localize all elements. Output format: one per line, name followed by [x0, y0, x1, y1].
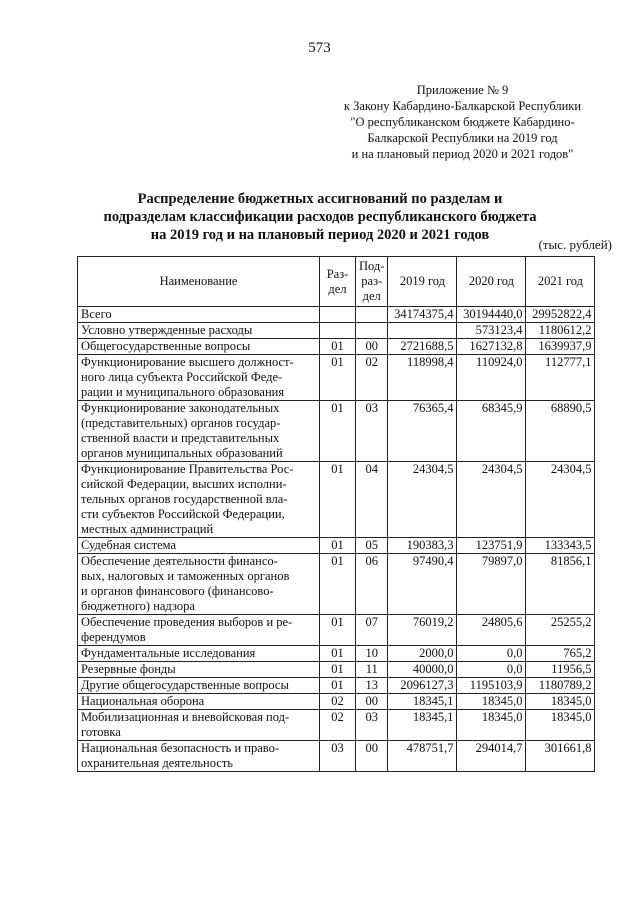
row-subsection — [356, 307, 388, 323]
row-subsection: 04 — [356, 462, 388, 538]
row-value-2020: 24805,6 — [457, 615, 526, 646]
header-section — [320, 257, 356, 307]
row-section — [320, 307, 356, 323]
header-section-line: дел — [328, 281, 347, 296]
table-header-row — [78, 257, 595, 307]
row-value-2019: 76365,4 — [388, 401, 457, 462]
row-value-2019: 118998,4 — [388, 355, 457, 401]
budget-table — [77, 256, 595, 772]
row-name — [78, 339, 320, 355]
row-section: 01 — [320, 355, 356, 401]
row-name — [78, 307, 320, 323]
row-value-2020: 294014,7 — [457, 741, 526, 772]
row-section: 01 — [320, 678, 356, 694]
row-value-2019: 18345,1 — [388, 694, 457, 710]
row-value-2021: 765,2 — [526, 646, 595, 662]
row-name-line: охранительная деятельность — [81, 756, 233, 770]
row-name-line: тельных органов государственной вла- — [81, 492, 288, 506]
row-value-2021: 68890,5 — [526, 401, 595, 462]
appendix-note — [330, 82, 595, 162]
row-subsection: 06 — [356, 554, 388, 615]
row-value-2020: 79897,0 — [457, 554, 526, 615]
row-subsection: 02 — [356, 355, 388, 401]
appendix-line: Приложение № 9 — [416, 83, 509, 97]
row-name-line: Всего — [81, 307, 112, 321]
row-value-2019: 2721688,5 — [388, 339, 457, 355]
row-value-2020: 110924,0 — [457, 355, 526, 401]
row-value-2019 — [388, 323, 457, 339]
row-name-line: Национальная безопасность и право- — [81, 741, 280, 755]
row-name-line: вых, налоговых и таможенных органов — [81, 569, 290, 583]
table-row — [78, 662, 595, 678]
row-value-2020: 1627132,8 — [457, 339, 526, 355]
row-name-line: Функционирование законодательных — [81, 401, 280, 415]
row-value-2020: 123751,9 — [457, 538, 526, 554]
table-row — [78, 307, 595, 323]
row-value-2020: 18345,0 — [457, 694, 526, 710]
row-name — [78, 694, 320, 710]
row-name — [78, 323, 320, 339]
row-name-line: Условно утвержденные расходы — [81, 323, 253, 337]
table-row — [78, 615, 595, 646]
table-row — [78, 741, 595, 772]
row-value-2020: 30194440,0 — [457, 307, 526, 323]
row-value-2020: 573123,4 — [457, 323, 526, 339]
row-value-2019: 2096127,3 — [388, 678, 457, 694]
row-value-2019: 18345,1 — [388, 710, 457, 741]
row-value-2021: 29952822,4 — [526, 307, 595, 323]
table-row — [78, 355, 595, 401]
header-subsection — [356, 257, 388, 307]
row-name-line: органов муниципальных образований — [81, 446, 283, 460]
header-2020: 2020 год — [457, 257, 526, 307]
table-row — [78, 462, 595, 538]
row-value-2021: 133343,5 — [526, 538, 595, 554]
table-row — [78, 554, 595, 615]
units-label: (тыс. рублей) — [538, 237, 612, 252]
row-name — [78, 662, 320, 678]
row-name-line: Фундаментальные исследования — [81, 646, 256, 660]
row-name-line: ферендумов — [81, 630, 146, 644]
row-name — [78, 710, 320, 741]
row-subsection: 00 — [356, 339, 388, 355]
row-section: 01 — [320, 646, 356, 662]
row-section: 03 — [320, 741, 356, 772]
row-name — [78, 615, 320, 646]
table-row — [78, 323, 595, 339]
table-row — [78, 694, 595, 710]
header-subsection-line: Под- — [359, 259, 385, 273]
row-value-2021: 11956,5 — [526, 662, 595, 678]
row-name — [78, 646, 320, 662]
appendix-line: и на плановый период 2020 и 2021 годов" — [351, 147, 574, 161]
row-value-2021: 18345,0 — [526, 710, 595, 741]
header-2021: 2021 год — [526, 257, 595, 307]
row-value-2019: 97490,4 — [388, 554, 457, 615]
row-name-line: Судебная система — [81, 538, 177, 552]
row-name — [78, 741, 320, 772]
row-section: 01 — [320, 401, 356, 462]
row-value-2019: 190383,3 — [388, 538, 457, 554]
row-value-2021: 301661,8 — [526, 741, 595, 772]
row-value-2021: 112777,1 — [526, 355, 595, 401]
row-value-2019: 478751,7 — [388, 741, 457, 772]
row-section: 02 — [320, 710, 356, 741]
row-name-line: Функционирование высшего должност- — [81, 355, 294, 369]
row-name — [78, 462, 320, 538]
row-subsection — [356, 323, 388, 339]
table-row — [78, 646, 595, 662]
row-subsection: 07 — [356, 615, 388, 646]
row-value-2019: 2000,0 — [388, 646, 457, 662]
header-section-line: Раз- — [326, 266, 349, 281]
row-section: 01 — [320, 339, 356, 355]
appendix-line: к Закону Кабардино-Балкарской Республики — [343, 99, 582, 113]
row-value-2020: 68345,9 — [457, 401, 526, 462]
row-value-2021: 24304,5 — [526, 462, 595, 538]
row-value-2021: 1180612,2 — [526, 323, 595, 339]
row-name — [78, 538, 320, 554]
row-value-2020: 1195103,9 — [457, 678, 526, 694]
row-name — [78, 401, 320, 462]
header-2019: 2019 год — [388, 257, 457, 307]
row-section: 01 — [320, 554, 356, 615]
row-value-2019: 34174375,4 — [388, 307, 457, 323]
row-name-line: бюджетного) надзора — [81, 599, 195, 613]
row-value-2019: 40000,0 — [388, 662, 457, 678]
row-section: 01 — [320, 615, 356, 646]
row-name-line: Обеспечение деятельности финансо- — [81, 554, 278, 568]
row-subsection: 10 — [356, 646, 388, 662]
row-subsection: 03 — [356, 710, 388, 741]
row-value-2019: 24304,5 — [388, 462, 457, 538]
appendix-line: Балкарской Республики на 2019 год — [367, 131, 558, 145]
row-name-line: Мобилизационная и вневойсковая под- — [81, 710, 290, 724]
row-name-line: Национальная оборона — [81, 694, 205, 708]
table-row — [78, 710, 595, 741]
header-subsection-line: раз- — [361, 274, 383, 288]
row-value-2020: 0,0 — [457, 662, 526, 678]
row-value-2021: 25255,2 — [526, 615, 595, 646]
row-subsection: 03 — [356, 401, 388, 462]
row-name-line: сти субъектов Российской Федерации, — [81, 507, 285, 521]
appendix-line: "О республиканском бюджете Кабардино- — [350, 115, 575, 129]
row-name-line: готовка — [81, 725, 121, 739]
title-line: Распределение бюджетных ассигнований по разделам и — [137, 191, 503, 207]
row-value-2019: 76019,2 — [388, 615, 457, 646]
row-value-2021: 18345,0 — [526, 694, 595, 710]
row-name-line: Общегосударственные вопросы — [81, 339, 251, 353]
row-name — [78, 678, 320, 694]
row-name-line: и органов финансового (финансово- — [81, 584, 274, 598]
row-section: 01 — [320, 462, 356, 538]
title-line: подразделам классификации расходов республиканского бюджета — [103, 209, 537, 225]
row-name-line: сийской Федерации, высших исполни- — [81, 477, 287, 491]
row-name-line: Функционирование Правительства Рос- — [81, 462, 294, 476]
row-section: 02 — [320, 694, 356, 710]
row-name-line: местных администраций — [81, 522, 214, 536]
row-value-2020: 18345,0 — [457, 710, 526, 741]
row-name-line: (представительных) органов государ- — [81, 416, 281, 430]
row-subsection: 13 — [356, 678, 388, 694]
row-name-line: Резервные фонды — [81, 662, 176, 676]
row-section: 01 — [320, 662, 356, 678]
row-name-line: Другие общегосударственные вопросы — [81, 678, 289, 692]
row-subsection: 05 — [356, 538, 388, 554]
row-name-line: ственной власти и представительных — [81, 431, 280, 445]
row-value-2021: 1639937,9 — [526, 339, 595, 355]
title-line: на 2019 год и на плановый период 2020 и 2021 годов — [150, 227, 490, 243]
table-body — [78, 307, 595, 772]
row-section — [320, 323, 356, 339]
row-name — [78, 554, 320, 615]
page-number: 573 — [308, 40, 331, 56]
row-name-line: рации и муниципального образования — [81, 385, 285, 399]
row-value-2021: 1180789,2 — [526, 678, 595, 694]
header-subsection-line: дел — [362, 289, 381, 303]
row-value-2020: 24304,5 — [457, 462, 526, 538]
document-title — [80, 190, 560, 244]
table-row — [78, 339, 595, 355]
row-subsection: 00 — [356, 741, 388, 772]
row-subsection: 00 — [356, 694, 388, 710]
header-name: Наименование — [78, 257, 320, 307]
row-subsection: 11 — [356, 662, 388, 678]
row-value-2020: 0,0 — [457, 646, 526, 662]
row-name-line: ного лица субъекта Российской Феде- — [81, 370, 283, 384]
row-name-line: Обеспечение проведения выборов и ре- — [81, 615, 293, 629]
row-section: 01 — [320, 538, 356, 554]
table-row — [78, 538, 595, 554]
table-row — [78, 678, 595, 694]
table-row — [78, 401, 595, 462]
row-name — [78, 355, 320, 401]
row-value-2021: 81856,1 — [526, 554, 595, 615]
